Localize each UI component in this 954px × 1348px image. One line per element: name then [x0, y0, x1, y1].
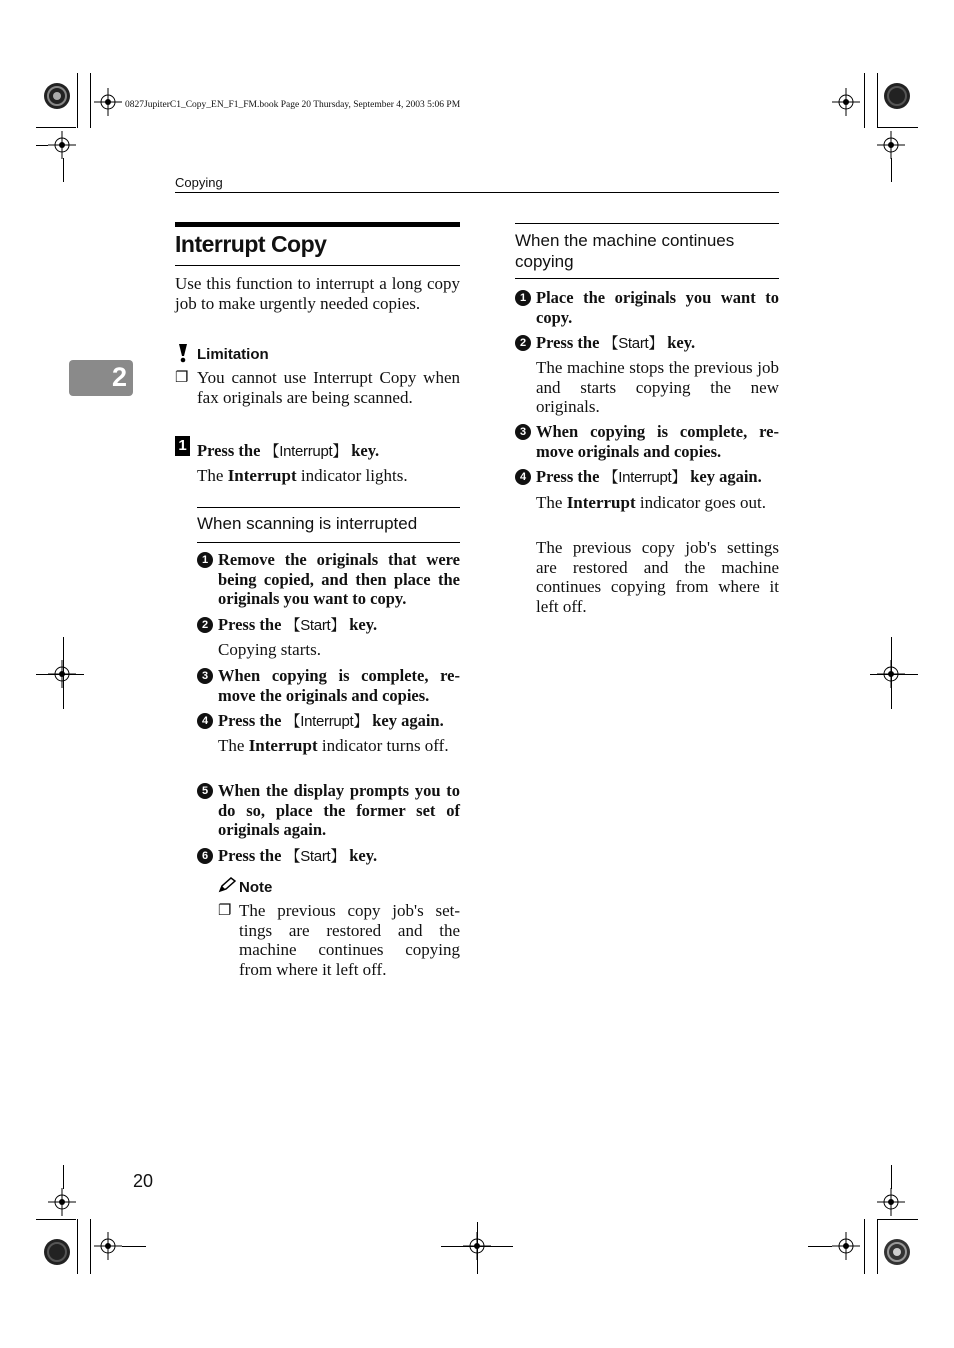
body-text: indicator lights.	[296, 466, 408, 485]
registration-target-icon	[48, 131, 76, 159]
registration-target-icon	[877, 1188, 905, 1216]
note-label: Note	[239, 879, 273, 896]
substep-2-text	[218, 615, 460, 636]
start-key-label: 【Start】	[603, 335, 664, 352]
substep-number-icon: 3	[515, 424, 531, 440]
substep-number-icon: 6	[197, 848, 213, 864]
interrupt-key-label: 【Interrupt】	[264, 443, 348, 460]
start-key-label: 【Start】	[285, 848, 346, 865]
step-text: Press the	[536, 467, 604, 486]
interrupt-key-label: 【Interrupt】	[603, 469, 687, 486]
start-key-label: 【Start】	[285, 617, 346, 634]
registration-target-icon	[94, 1232, 122, 1260]
substep-number-icon: 5	[197, 783, 213, 799]
step-text: key.	[347, 441, 380, 460]
interrupt-key-label: 【Interrupt】	[285, 713, 369, 730]
substep-number-icon: 4	[515, 469, 531, 485]
substep-4-text	[536, 467, 779, 488]
limitation-icon	[176, 344, 190, 364]
interrupt-indicator-name: Interrupt	[566, 493, 636, 512]
substep-number-icon: 1	[515, 290, 531, 306]
substep-3-text: When copying is complete, re-move originals and copies.	[536, 422, 779, 461]
substep-5-text: When the display prompts you to do so, place the former set of originals again.	[218, 781, 460, 839]
subsection-title: When the machine continues copying	[515, 231, 735, 271]
subsection-rule	[197, 507, 460, 508]
substep-4-text	[218, 711, 460, 732]
substep-4-result-continued: The previous copy job's settings are restored and the machine continues copying from where it left off.	[536, 538, 779, 616]
step-text: key again.	[686, 467, 762, 486]
substep-number-icon: 4	[197, 713, 213, 729]
step-text: Press the	[197, 441, 265, 460]
interrupt-indicator-name: Interrupt	[227, 466, 297, 485]
substep-1-text: Place the originals you want to copy.	[536, 288, 779, 327]
step-text: key.	[345, 615, 378, 634]
step-number-icon: 1	[175, 436, 190, 456]
body-text: The	[218, 736, 249, 755]
substep-number-icon: 2	[197, 617, 213, 633]
note-item: The previous copy job's set-tings are restored and the machine continues copying from where it left off.	[239, 901, 460, 979]
registration-target-icon	[94, 88, 122, 116]
step-text: Press the	[218, 711, 286, 730]
step-text: key again.	[368, 711, 444, 730]
header-rule	[175, 192, 779, 193]
subsection-rule	[515, 278, 779, 279]
substep-2-result: The machine stops the previous job and starts copying the new originals.	[536, 358, 779, 416]
subsection-title: When scanning is interrupted	[197, 514, 418, 533]
pencil-icon	[218, 877, 236, 893]
substep-number-icon: 3	[197, 668, 213, 684]
substep-4-result	[218, 736, 460, 756]
registration-target-icon	[877, 131, 905, 159]
page-title: Interrupt Copy	[175, 231, 327, 257]
checkbox-icon: ❐	[218, 903, 232, 919]
registration-disc-icon	[883, 82, 911, 110]
title-rule	[175, 265, 460, 266]
registration-disc-icon	[43, 1238, 71, 1266]
interrupt-indicator-name: Interrupt	[248, 736, 318, 755]
page-number: 20	[133, 1171, 154, 1191]
subsection-rule	[515, 223, 779, 224]
substep-1-text: Remove the originals that were being copied, and then place the originals you want to copy.	[218, 550, 460, 608]
body-text: indicator turns off.	[317, 736, 449, 755]
step-text: key.	[345, 846, 378, 865]
subsection-rule	[197, 542, 460, 543]
body-text: The	[536, 493, 567, 512]
body-text: indicator goes out.	[635, 493, 766, 512]
substep-4-result	[536, 493, 779, 513]
registration-disc-icon	[43, 82, 71, 110]
file-header: 0827JupiterC1_Copy_EN_F1_FM.book Page 20 Thursday, September 4, 2003 5:06 PM	[125, 100, 461, 110]
substep-number-icon: 2	[515, 335, 531, 351]
registration-target-icon	[832, 1232, 860, 1260]
step-text: Press the	[218, 846, 286, 865]
registration-target-icon	[48, 1188, 76, 1216]
limitation-label: Limitation	[197, 346, 269, 363]
running-head: Copying	[175, 175, 223, 190]
chapter-tab-number: 2	[112, 362, 128, 392]
substep-6-text	[218, 846, 460, 867]
step-text: Press the	[218, 615, 286, 634]
step-1-instruction	[197, 441, 460, 462]
step-1-result	[197, 466, 460, 486]
registration-target-icon	[832, 88, 860, 116]
step-text: key.	[663, 333, 696, 352]
step-text: Press the	[536, 333, 604, 352]
checkbox-icon: ❐	[175, 370, 189, 386]
intro-paragraph: Use this function to interrupt a long copy job to make urgently needed copies.	[175, 274, 460, 313]
substep-2-result: Copying starts.	[218, 640, 321, 659]
body-text: The	[197, 466, 228, 485]
limitation-item: You cannot use Interrupt Copy when fax originals are being scanned.	[197, 368, 460, 407]
substep-number-icon: 1	[197, 552, 213, 568]
substep-3-text: When copying is complete, re-move the originals and copies.	[218, 666, 460, 705]
registration-disc-icon	[883, 1238, 911, 1266]
title-bar	[175, 222, 460, 227]
substep-2-text	[536, 333, 779, 354]
